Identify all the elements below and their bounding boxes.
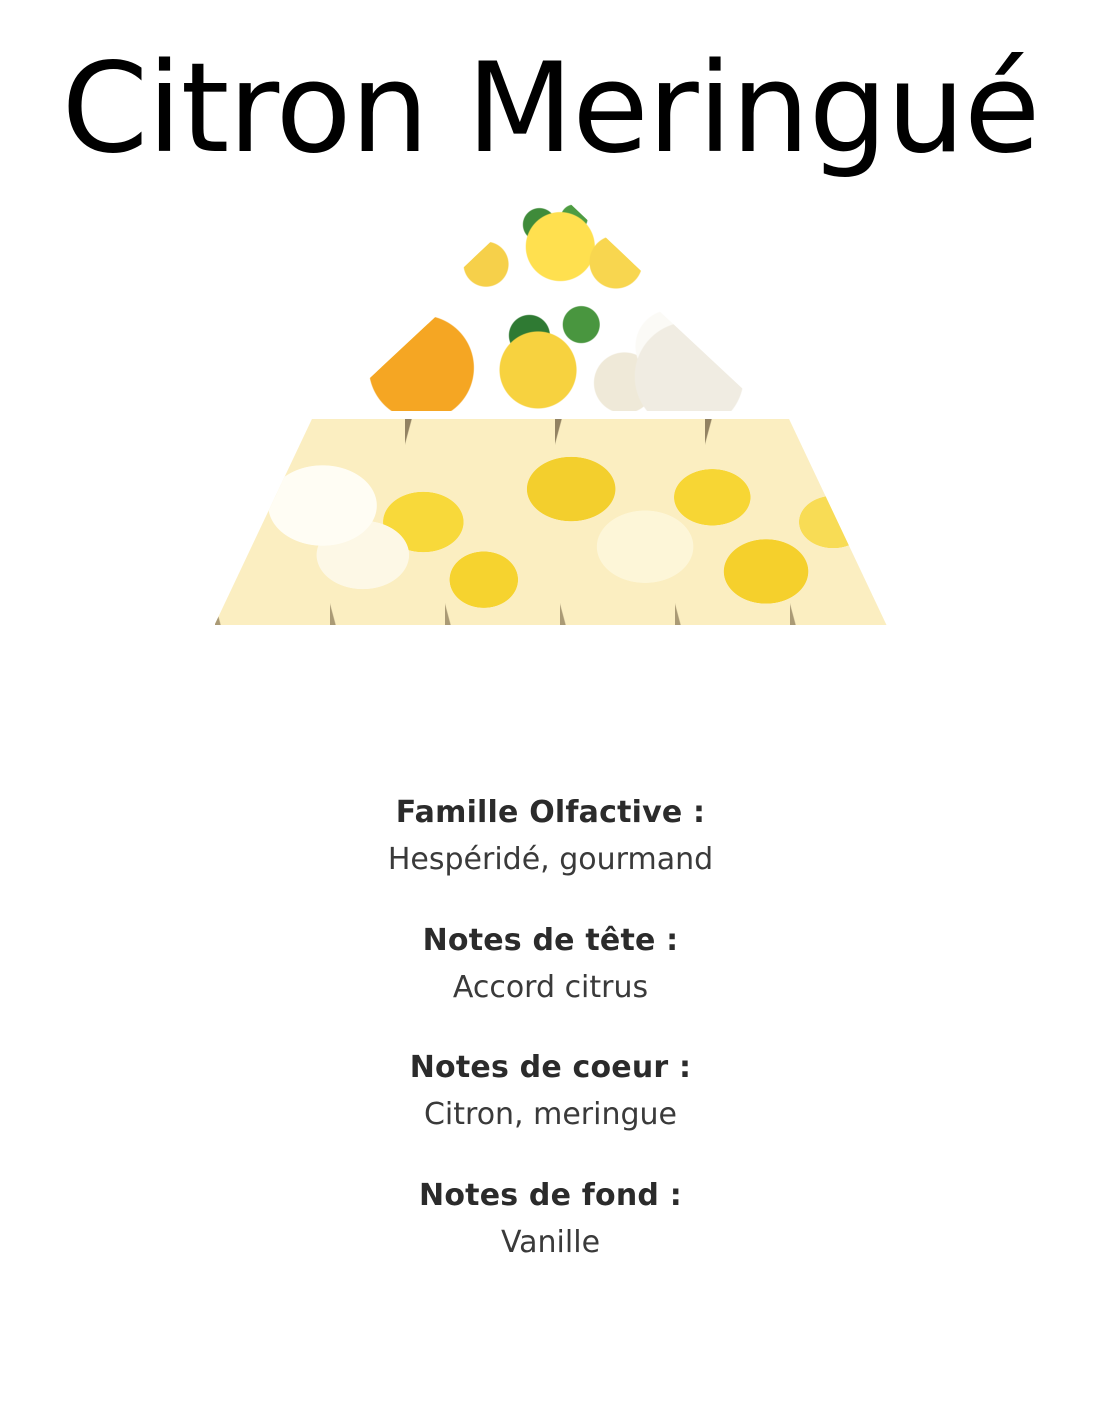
note-group-notes-de-fond <box>0 1173 1101 1267</box>
note-label: Notes de fond : <box>419 1177 682 1213</box>
note-value: Hespéridé, gourmand <box>387 842 714 877</box>
note-label: Famille Olfactive : <box>395 795 706 830</box>
note-label: Notes de coeur : <box>409 1050 692 1085</box>
note-value: Accord citrus <box>452 969 649 1005</box>
note-group-notes-de-coeur <box>0 1045 1101 1139</box>
pyramid-bottom-tier-vanilla <box>215 419 887 625</box>
note-value: Citron, meringue <box>423 1097 678 1132</box>
note-label: Notes de tête : <box>422 922 679 958</box>
note-group-notes-de-tete <box>0 918 1101 1012</box>
page-title: Citron Meringué <box>61 37 1040 181</box>
fragrance-notes-list <box>0 790 1101 1266</box>
note-group-famille-olfactive <box>0 790 1101 884</box>
pyramid-middle-tier-lemon-meringue <box>335 303 767 411</box>
fragrance-pyramid-graphic <box>0 185 1101 710</box>
note-value: Vanille <box>500 1224 601 1260</box>
pyramid-top-tier-lemons <box>435 185 667 295</box>
